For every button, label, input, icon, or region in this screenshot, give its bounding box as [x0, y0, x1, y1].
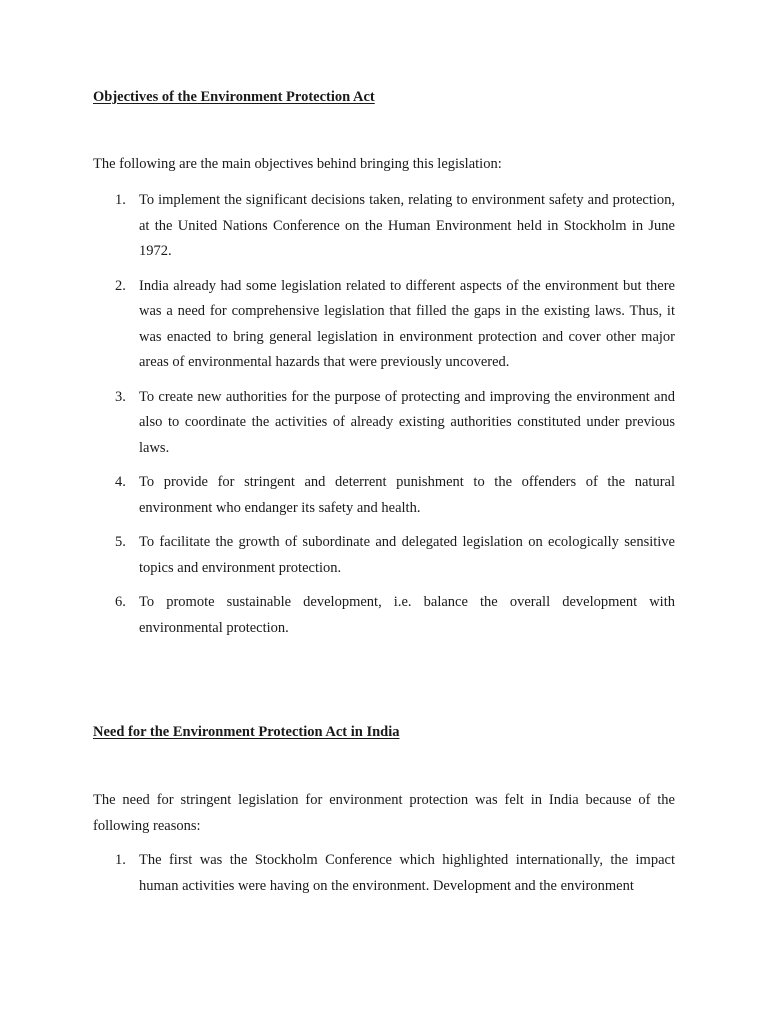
list-item-number: 4.: [115, 474, 126, 490]
list-item: [93, 274, 675, 376]
list-item-number: 1.: [115, 852, 126, 868]
list-item-text: To create new authorities for the purpose of protecting and improving the environment and also to coordinate the activities of already existing authorities constituted under previous laws.: [139, 388, 675, 456]
list-item: [93, 470, 675, 521]
list-item-text: The first was the Stockholm Conference which highlighted internationally, the impact human activities were having on the environment. Development and the environment: [139, 852, 675, 894]
list-item-text: To facilitate the growth of subordinate and delegated legislation on ecologically sensitive topics and environment protection.: [139, 534, 675, 576]
list-item-number: 3.: [115, 388, 126, 405]
list-item-text: To provide for stringent and deterrent punishment to the offenders of the natural environment who endanger its safety and health.: [139, 474, 675, 516]
list-item: [93, 385, 675, 462]
list-item-text: India already had some legislation related to different aspects of the environment but there was a need for comprehensive legislation that filled the gaps in the existing laws. Thus, it was enacted to bring general legislation in environment protection and cover other major areas of environmental hazards that were previously uncovered.: [139, 277, 675, 370]
list-item: [93, 530, 675, 581]
list-item: [93, 848, 675, 899]
list-item-number: 2.: [115, 277, 126, 294]
objectives-list: [93, 188, 675, 650]
list-item-text: To implement the significant decisions taken, relating to environment safety and protection, at the United Nations Conference on the Human Environment held in Stockholm in June 1972.: [139, 192, 675, 259]
list-item: [93, 590, 675, 641]
list-item-number: 5.: [115, 534, 126, 550]
list-item-number: 6.: [115, 594, 126, 610]
section-heading-objectives: Objectives of the Environment Protection Act: [93, 89, 375, 105]
list-item-number: 1.: [115, 192, 126, 208]
objectives-intro: The following are the main objectives behind bringing this legislation:: [93, 156, 502, 172]
need-list: [93, 848, 675, 908]
list-item: [93, 188, 675, 265]
need-intro: The need for stringent legislation for environment protection was felt in India because of the following reasons:: [93, 792, 675, 834]
list-item-text: To promote sustainable development, i.e. balance the overall development with environmental protection.: [139, 594, 675, 636]
section-heading-need: Need for the Environment Protection Act in India: [93, 724, 400, 740]
